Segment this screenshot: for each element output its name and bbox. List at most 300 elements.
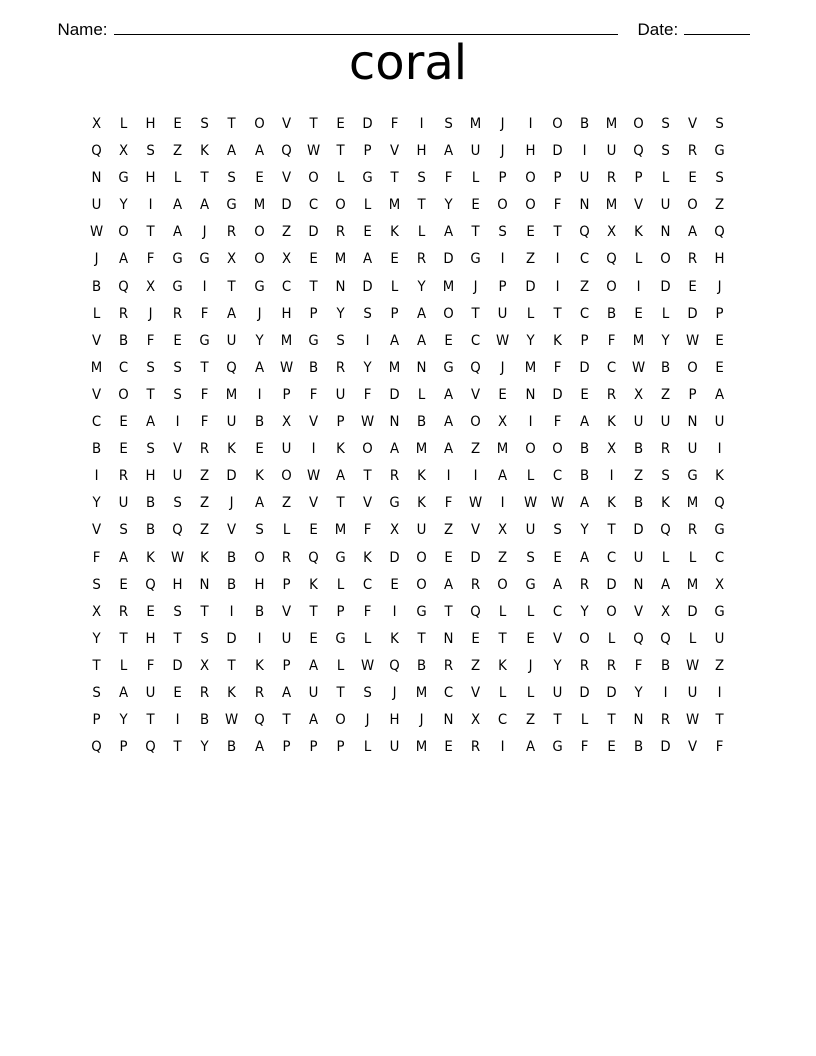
grid-letter[interactable]: A [417,332,427,349]
grid-letter[interactable]: T [607,522,616,539]
grid-letter[interactable]: A [362,251,373,268]
grid-letter[interactable]: E [119,414,128,431]
grid-letter[interactable]: S [173,359,183,376]
grid-letter[interactable]: B [227,549,237,566]
grid-letter[interactable]: U [145,684,156,701]
grid-letter[interactable]: L [526,305,534,322]
grid-letter[interactable]: V [308,414,318,431]
grid-letter[interactable]: D [362,116,373,132]
grid-letter[interactable]: E [390,576,399,593]
grid-letter[interactable]: L [688,549,697,566]
grid-letter[interactable]: Z [281,495,291,512]
grid-letter[interactable]: V [688,739,698,756]
grid-letter[interactable]: T [715,712,724,729]
grid-letter[interactable]: W [306,468,320,485]
grid-letter[interactable]: F [146,657,155,674]
grid-letter[interactable]: D [660,278,671,295]
grid-letter[interactable]: E [525,630,535,647]
grid-letter[interactable]: B [606,305,616,322]
grid-letter[interactable]: J [500,359,505,376]
grid-letter[interactable]: E [336,116,345,132]
grid-letter[interactable]: O [497,197,509,214]
grid-letter[interactable]: K [552,332,562,349]
grid-letter[interactable]: T [227,657,237,674]
grid-letter[interactable]: D [606,576,617,593]
grid-letter[interactable]: E [309,522,318,539]
grid-letter[interactable]: Y [444,197,453,214]
grid-letter[interactable]: Z [200,522,210,539]
grid-letter[interactable]: A [119,251,129,268]
grid-letter[interactable]: O [660,251,671,268]
grid-letter[interactable]: D [389,386,400,403]
grid-letter[interactable]: H [145,116,156,132]
grid-letter[interactable]: I [555,251,560,268]
grid-letter[interactable]: C [308,197,318,214]
grid-letter[interactable]: O [362,441,373,458]
grid-letter[interactable]: L [336,657,345,674]
grid-letter[interactable]: F [580,739,589,756]
grid-letter[interactable]: Y [255,332,264,349]
grid-letter[interactable]: S [254,522,264,539]
grid-letter[interactable]: F [390,116,399,132]
grid-letter[interactable]: L [390,278,399,295]
grid-letter[interactable]: Q [606,251,617,268]
grid-letter[interactable]: K [308,576,318,593]
grid-letter[interactable]: R [687,251,698,268]
grid-letter[interactable]: K [606,414,616,431]
grid-letter[interactable]: I [257,630,262,647]
grid-letter[interactable]: K [634,224,643,241]
grid-letter[interactable]: T [309,116,318,132]
grid-letter[interactable]: O [524,441,536,458]
grid-letter[interactable]: S [146,441,155,458]
grid-letter[interactable]: J [94,251,99,268]
grid-letter[interactable]: A [281,684,291,701]
grid-letter[interactable]: E [471,630,481,647]
grid-letter[interactable]: N [525,386,536,403]
grid-letter[interactable]: L [499,684,507,701]
grid-letter[interactable]: K [363,549,372,566]
grid-letter[interactable]: A [444,576,454,593]
grid-letter[interactable]: R [119,603,129,620]
grid-letter[interactable]: C [606,359,616,376]
grid-letter[interactable]: Z [444,522,454,539]
grid-letter[interactable]: L [174,170,182,187]
grid-letter[interactable]: X [633,386,643,403]
grid-letter[interactable]: P [282,386,291,403]
grid-letter[interactable]: C [552,468,562,485]
grid-letter[interactable]: A [254,495,264,512]
grid-letter[interactable]: E [688,170,697,187]
grid-letter[interactable]: O [253,549,265,566]
grid-letter[interactable]: C [281,278,291,295]
grid-letter[interactable]: B [227,739,237,756]
grid-letter[interactable]: R [579,657,589,674]
grid-letter[interactable]: D [524,278,536,295]
grid-letter[interactable]: A [390,332,400,349]
grid-letter[interactable]: P [553,170,562,187]
grid-letter[interactable]: E [390,251,399,268]
grid-letter[interactable]: L [526,603,534,620]
grid-letter[interactable]: V [471,522,481,539]
grid-letter[interactable]: Y [92,630,101,647]
grid-letter[interactable]: O [551,441,563,458]
grid-letter[interactable]: T [553,712,562,729]
grid-letter[interactable]: I [94,468,99,485]
grid-letter[interactable]: C [471,332,481,349]
grid-letter[interactable]: V [91,386,102,403]
grid-letter[interactable]: R [444,657,454,674]
grid-letter[interactable]: Z [281,224,291,241]
grid-letter[interactable]: W [360,414,375,431]
grid-letter[interactable]: Q [389,657,400,674]
grid-letter[interactable]: A [444,414,454,431]
grid-letter[interactable]: R [606,386,616,403]
grid-letter[interactable]: M [605,197,618,214]
grid-letter[interactable]: K [227,684,237,701]
grid-letter[interactable]: S [661,468,670,485]
grid-letter[interactable]: D [470,549,481,566]
grid-letter[interactable]: D [362,278,373,295]
grid-letter[interactable]: Q [660,630,671,647]
grid-letter[interactable]: P [336,414,345,431]
grid-letter[interactable]: F [553,359,561,376]
grid-letter[interactable]: T [471,224,480,241]
grid-letter[interactable]: V [633,603,643,620]
grid-letter[interactable]: M [253,197,265,214]
grid-letter[interactable]: L [526,684,534,701]
grid-letter[interactable]: L [119,657,128,674]
grid-letter[interactable]: D [226,468,238,485]
grid-letter[interactable]: E [444,332,453,349]
grid-letter[interactable]: D [579,684,590,701]
grid-letter[interactable]: J [717,278,722,295]
grid-letter[interactable]: W [360,657,375,674]
grid-letter[interactable]: R [471,739,481,756]
grid-letter[interactable]: U [714,630,725,647]
grid-letter[interactable]: Y [525,332,535,349]
grid-letter[interactable]: I [500,739,505,756]
grid-letter[interactable]: M [415,739,428,756]
grid-letter[interactable]: G [551,739,563,756]
grid-letter[interactable]: U [687,684,698,701]
grid-letter[interactable]: D [660,739,671,756]
grid-letter[interactable]: O [253,251,265,268]
grid-letter[interactable]: Y [119,712,128,729]
grid-letter[interactable]: V [471,386,481,403]
grid-letter[interactable]: P [390,305,399,322]
grid-letter[interactable]: F [553,414,561,431]
grid-letter[interactable]: B [579,468,589,485]
grid-letter[interactable]: X [200,657,210,674]
grid-letter[interactable]: Z [525,712,535,729]
grid-letter[interactable]: O [524,170,536,187]
grid-letter[interactable]: B [633,739,643,756]
grid-letter[interactable]: A [715,386,725,403]
grid-letter[interactable]: T [607,712,616,729]
grid-letter[interactable]: A [498,468,508,485]
grid-letter[interactable]: W [686,332,700,349]
grid-letter[interactable]: I [582,143,587,160]
grid-letter[interactable]: O [551,116,563,132]
grid-letter[interactable]: O [687,359,698,376]
grid-letter[interactable]: V [91,332,102,349]
grid-letter[interactable]: K [498,657,508,674]
grid-letter[interactable]: K [390,224,399,241]
grid-letter[interactable]: B [417,414,427,431]
grid-letter[interactable]: U [91,197,102,214]
grid-letter[interactable]: E [498,386,508,403]
grid-letter[interactable]: J [230,495,234,512]
grid-letter[interactable]: R [119,305,129,322]
grid-letter[interactable]: G [524,576,536,593]
grid-letter[interactable]: V [688,116,698,132]
grid-letter[interactable]: G [714,603,725,620]
grid-letter[interactable]: P [309,739,318,756]
grid-letter[interactable]: F [444,170,453,187]
grid-letter[interactable]: A [119,684,129,701]
grid-letter[interactable]: O [308,170,319,187]
grid-letter[interactable]: X [606,441,616,458]
grid-letter[interactable]: C [552,603,562,620]
grid-letter[interactable]: R [335,359,346,376]
grid-letter[interactable]: O [118,224,129,241]
grid-letter[interactable]: C [715,549,725,566]
grid-letter[interactable]: F [634,657,643,674]
grid-letter[interactable]: S [363,684,372,701]
grid-letter[interactable]: N [633,576,644,593]
grid-letter[interactable]: J [500,116,505,132]
grid-letter[interactable]: G [226,197,238,214]
grid-letter[interactable]: K [606,495,616,512]
grid-letter[interactable]: I [365,332,370,349]
grid-letter[interactable]: J [148,305,153,322]
grid-letter[interactable]: S [444,116,453,132]
grid-letter[interactable]: R [335,224,346,241]
grid-letter[interactable]: T [363,468,372,485]
grid-letter[interactable]: F [363,522,372,539]
grid-letter[interactable]: A [444,224,454,241]
grid-letter[interactable]: V [281,603,291,620]
grid-letter[interactable]: G [308,332,319,349]
grid-letter[interactable]: A [579,495,589,512]
grid-letter[interactable]: O [633,116,644,132]
grid-letter[interactable]: A [200,197,210,214]
grid-letter[interactable]: N [199,576,210,593]
grid-letter[interactable]: O [443,305,455,322]
grid-letter[interactable]: A [227,143,237,160]
grid-letter[interactable]: I [175,712,180,729]
grid-letter[interactable]: A [308,657,318,674]
grid-letter[interactable]: A [173,197,183,214]
grid-letter[interactable]: B [227,576,237,593]
grid-letter[interactable]: F [146,251,155,268]
grid-letter[interactable]: F [363,386,372,403]
grid-letter[interactable]: K [227,441,237,458]
grid-letter[interactable]: J [419,712,424,729]
grid-letter[interactable]: A [417,305,427,322]
grid-letter[interactable]: A [227,305,237,322]
grid-letter[interactable]: B [660,657,671,674]
grid-letter[interactable]: A [688,224,698,241]
grid-letter[interactable]: O [335,712,346,729]
grid-letter[interactable]: A [173,224,183,241]
grid-letter[interactable]: X [498,414,508,431]
grid-letter[interactable]: W [686,712,700,729]
grid-letter[interactable]: I [446,468,451,485]
grid-letter[interactable]: V [173,441,183,458]
grid-letter[interactable]: X [660,603,671,620]
grid-letter[interactable]: E [146,603,155,620]
grid-letter[interactable]: E [525,224,535,241]
grid-letter[interactable]: E [444,739,453,756]
grid-letter[interactable]: Z [498,549,508,566]
grid-letter[interactable]: I [663,684,668,701]
grid-letter[interactable]: G [335,630,346,647]
grid-letter[interactable]: I [717,684,722,701]
grid-letter[interactable]: A [308,712,318,729]
grid-letter[interactable]: E [173,332,183,349]
grid-letter[interactable]: K [254,657,264,674]
grid-letter[interactable]: O [118,386,129,403]
grid-letter[interactable]: U [227,414,237,431]
grid-letter[interactable]: S [552,522,562,539]
grid-letter[interactable]: D [389,549,400,566]
grid-letter[interactable]: M [605,116,618,132]
grid-letter[interactable]: P [715,305,724,322]
grid-letter[interactable]: E [715,332,724,349]
grid-letter[interactable]: B [579,116,589,132]
grid-letter[interactable]: H [416,143,427,160]
grid-letter[interactable]: M [415,684,428,701]
grid-letter[interactable]: I [175,414,180,431]
grid-letter[interactable]: S [661,143,670,160]
grid-letter[interactable]: J [528,657,533,674]
grid-letter[interactable]: C [444,684,454,701]
grid-letter[interactable]: O [687,197,698,214]
grid-letter[interactable]: W [469,495,483,512]
grid-letter[interactable]: A [254,739,264,756]
grid-letter[interactable]: V [362,495,373,512]
grid-letter[interactable]: E [552,549,562,566]
grid-letter[interactable]: H [145,468,156,485]
grid-letter[interactable]: R [687,143,698,160]
grid-letter[interactable]: H [172,576,183,593]
grid-letter[interactable]: A [444,386,454,403]
grid-letter[interactable]: I [528,116,533,132]
grid-letter[interactable]: O [253,224,265,241]
grid-letter[interactable]: V [281,116,291,132]
grid-letter[interactable]: T [146,224,155,241]
grid-letter[interactable]: D [687,603,698,620]
grid-letter[interactable]: V [281,170,291,187]
grid-letter[interactable]: D [443,251,454,268]
grid-letter[interactable]: B [417,657,427,674]
grid-letter[interactable]: L [119,116,128,132]
grid-letter[interactable]: B [254,603,264,620]
grid-letter[interactable]: J [392,684,397,701]
grid-letter[interactable]: A [525,739,535,756]
grid-letter[interactable]: Q [226,359,238,376]
grid-letter[interactable]: H [389,712,400,729]
grid-letter[interactable]: E [363,224,372,241]
grid-letter[interactable]: E [309,630,318,647]
grid-letter[interactable]: R [660,441,671,458]
grid-letter[interactable]: Q [280,143,292,160]
grid-letter[interactable]: T [444,603,453,620]
grid-letter[interactable]: T [200,359,209,376]
grid-letter[interactable]: V [552,630,562,647]
grid-letter[interactable]: I [500,251,505,268]
grid-letter[interactable]: P [282,739,291,756]
grid-letter[interactable]: Z [715,657,725,674]
grid-letter[interactable]: X [91,603,102,620]
grid-letter[interactable]: X [715,576,725,593]
grid-letter[interactable]: E [173,684,183,701]
grid-letter[interactable]: M [497,441,509,458]
grid-letter[interactable]: B [146,495,156,512]
grid-letter[interactable]: F [444,495,453,512]
grid-letter[interactable]: I [717,441,722,458]
grid-letter[interactable]: N [389,414,400,431]
grid-letter[interactable]: M [90,359,103,376]
grid-letter[interactable]: L [526,468,534,485]
grid-letter[interactable]: Q [470,359,482,376]
grid-letter[interactable]: G [687,468,698,485]
grid-letter[interactable]: C [579,305,589,322]
grid-letter[interactable]: T [417,197,426,214]
grid-letter[interactable]: U [633,414,644,431]
grid-letter[interactable]: V [633,197,643,214]
grid-letter[interactable]: W [550,495,564,512]
grid-letter[interactable]: E [580,386,589,403]
grid-letter[interactable]: E [254,170,264,187]
grid-letter[interactable]: T [498,630,508,647]
grid-letter[interactable]: S [661,116,670,132]
grid-letter[interactable]: J [202,224,207,241]
grid-letter[interactable]: O [416,549,427,566]
grid-letter[interactable]: L [499,603,507,620]
grid-letter[interactable]: N [633,712,644,729]
grid-letter[interactable]: M [280,332,292,349]
grid-letter[interactable]: M [686,576,699,593]
grid-letter[interactable]: I [419,116,424,132]
grid-letter[interactable]: Q [714,495,725,512]
grid-letter[interactable]: I [555,278,560,295]
grid-letter[interactable]: L [688,630,697,647]
grid-letter[interactable]: Z [579,278,589,295]
grid-letter[interactable]: A [552,576,562,593]
grid-letter[interactable]: M [632,332,645,349]
grid-letter[interactable]: S [92,684,101,701]
grid-letter[interactable]: W [496,332,510,349]
grid-letter[interactable]: T [553,224,562,241]
grid-letter[interactable]: U [525,522,535,539]
grid-letter[interactable]: I [202,278,207,295]
grid-letter[interactable]: U [118,495,129,512]
grid-letter[interactable]: N [416,359,427,376]
grid-letter[interactable]: X [390,522,400,539]
grid-letter[interactable]: E [309,251,318,268]
grid-letter[interactable]: I [636,278,641,295]
grid-letter[interactable]: G [253,278,265,295]
grid-letter[interactable]: E [715,359,724,376]
grid-letter[interactable]: M [334,522,347,539]
grid-letter[interactable]: T [173,630,182,647]
grid-letter[interactable]: D [226,630,238,647]
grid-letter[interactable]: Q [172,522,184,539]
grid-letter[interactable]: F [92,549,101,566]
